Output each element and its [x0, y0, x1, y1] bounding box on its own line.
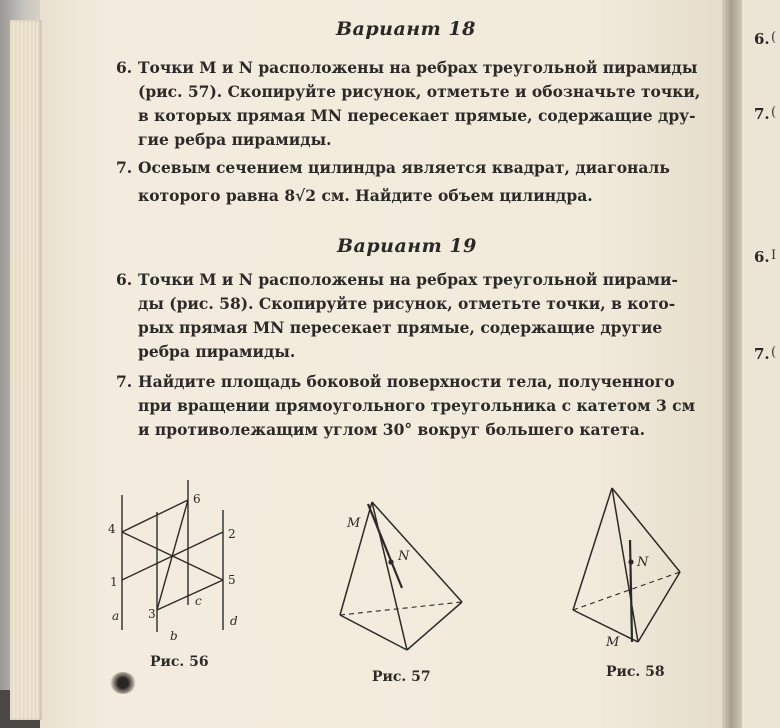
right-page	[742, 0, 780, 728]
figure-56	[100, 470, 260, 650]
fig57-label: N	[398, 549, 410, 564]
problem-text-line: и противолежащим углом 30° вокруг большего катета.	[138, 420, 646, 439]
fig56-segment	[122, 500, 188, 532]
problem-text-line: при вращении прямоугольного треугольника с катетом 3 см	[138, 396, 696, 415]
fig56-segment	[157, 580, 223, 610]
problem-number: 6.	[116, 58, 133, 77]
fig58-label: M	[606, 635, 620, 650]
fig58-label: N	[637, 555, 649, 570]
variant-18-problem-6	[116, 56, 701, 152]
right-page-fragment: (	[771, 105, 777, 120]
problem-text-line: ребра пирамиды.	[138, 342, 296, 361]
fig56-label: c	[195, 594, 202, 608]
fig56-label: d	[230, 614, 238, 628]
fig56-label: 6	[193, 492, 201, 506]
ink-smudge	[110, 672, 136, 694]
problem-text-line: рых прямая MN пересекает прямые, содержащие другие	[138, 318, 663, 337]
fig56-label: b	[170, 629, 178, 643]
problem-text-line: (рис. 57). Скопируйте рисунок, отметьте и обозначьте точки,	[138, 82, 701, 101]
right-page-number: 7.	[754, 105, 770, 123]
variant-19-problem-7	[116, 370, 698, 442]
figure-58	[568, 480, 688, 660]
book-gutter	[722, 0, 742, 728]
right-page-fragment: (	[771, 345, 777, 360]
figure-57-caption: Рис. 57	[372, 669, 431, 685]
right-page-fragment: (	[771, 30, 777, 45]
fig58-point-n	[628, 559, 633, 564]
figure-58-caption: Рис. 58	[606, 664, 665, 680]
fig56-label: 2	[228, 527, 236, 541]
right-page-number: 7.	[754, 345, 770, 363]
problem-text-line: которого равна 8√2 см. Найдите объем цилиндра.	[138, 186, 593, 205]
variant-19-problem-6	[116, 268, 698, 364]
fig56-segment	[157, 500, 188, 610]
problem-number: 7.	[116, 158, 133, 177]
variant-18-problem-7	[116, 156, 698, 208]
fig56-label: 5	[228, 573, 236, 587]
variant-18-heading: Вариант 18	[336, 18, 476, 40]
fig57-point-n	[388, 559, 393, 564]
problem-number: 7.	[116, 372, 133, 391]
fig56-label: a	[112, 609, 120, 623]
fig57-label: M	[347, 516, 361, 531]
right-page-number: 6.	[754, 248, 770, 266]
problem-text-line: гие ребра пирамиды.	[138, 130, 332, 149]
variant-19-heading: Вариант 19	[337, 235, 477, 257]
fig56-label: 3	[148, 607, 156, 621]
fig56-label: 1	[110, 575, 118, 589]
problem-text-line: Осевым сечением цилиндра является квадрат, диагональ	[138, 158, 670, 177]
right-page-number: 6.	[754, 30, 770, 48]
fig58-line-mn	[630, 540, 632, 642]
problem-number: 6.	[116, 270, 133, 289]
problem-text-line: Точки M и N расположены на ребрах треугольной пирамиды	[138, 58, 698, 77]
problem-text-line: Точки M и N расположены на ребрах треугольной пирами-	[138, 270, 678, 289]
figure-56-caption: Рис. 56	[150, 654, 209, 670]
problem-text-line: Найдите площадь боковой поверхности тела, полученного	[138, 372, 675, 391]
book-page-edges	[10, 20, 42, 720]
right-page-fragment: I	[771, 248, 777, 263]
problem-text-line: ды (рис. 58). Скопируйте рисунок, отметьте точки, в кото-	[138, 294, 676, 313]
fig56-label: 4	[108, 522, 116, 536]
problem-text-line: в которых прямая MN пересекает прямые, содержащие дру-	[138, 106, 696, 125]
figure-57	[330, 490, 470, 660]
